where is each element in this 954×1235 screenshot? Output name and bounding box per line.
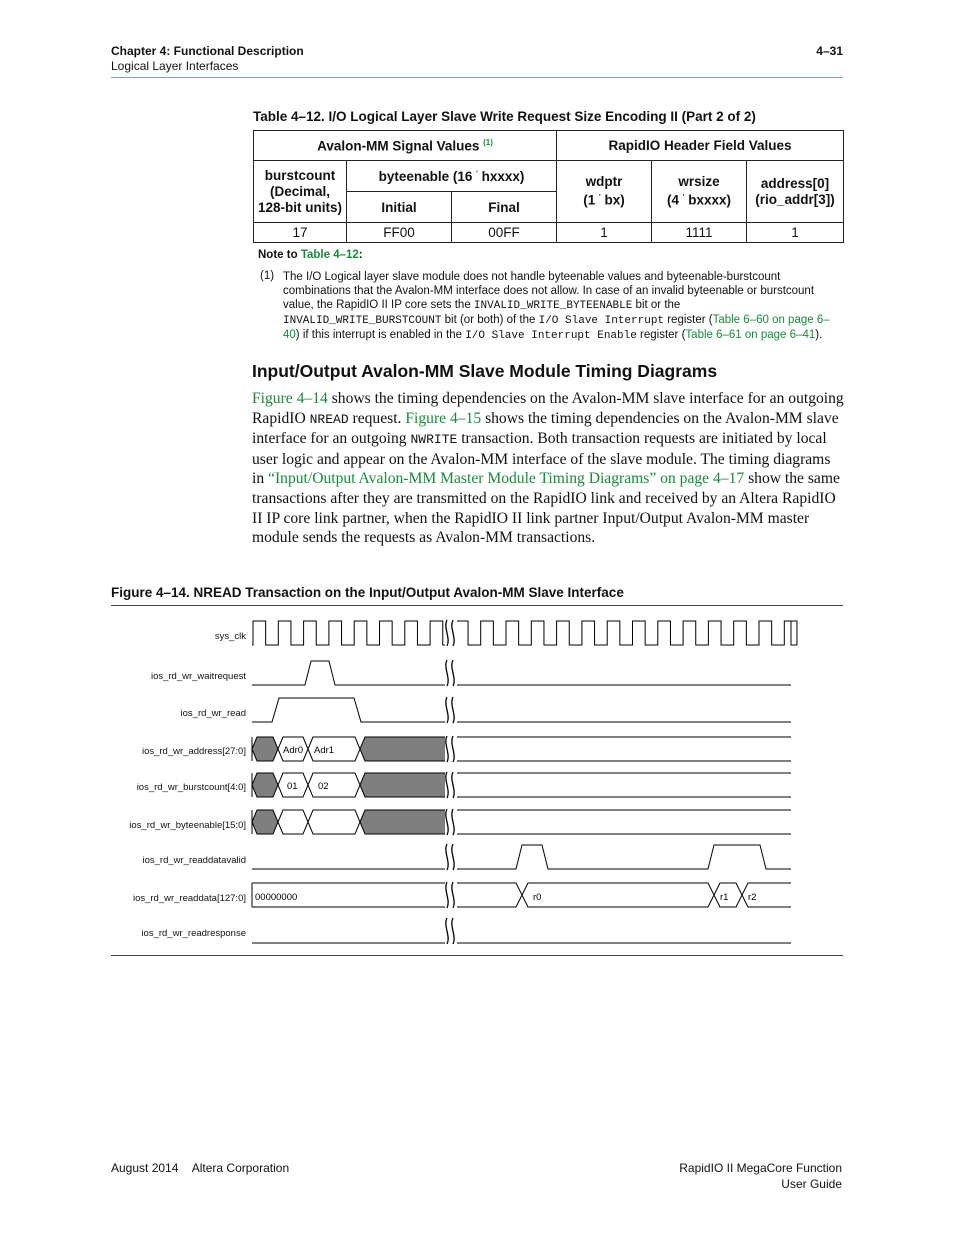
byteenable-bus-segment-0 (252, 810, 278, 834)
address-bus-segment-3 (360, 737, 450, 761)
link-figure-4-15[interactable]: Figure 4–15 (405, 409, 482, 427)
col-byteenable-b: hxxxx) (481, 168, 525, 184)
burstcount-value-02: 02 (318, 781, 329, 792)
readdata-value-r1: r1 (720, 892, 729, 903)
note-link-table-6-61[interactable]: Table 6–61 on page 6–41 (685, 329, 816, 341)
table-group-avalon-label: Avalon-MM Signal Values (317, 138, 480, 154)
note-text: bit or the (632, 299, 681, 311)
body-text: show the same transactions after they are transmitted on the RapidIO link and received by an Altera RapidIO II IP core link partner, when the RapidIO II link partner Input/Output Avalon-MM master module sends the requests as Avalon-MM transactions. (252, 470, 840, 547)
note-text: register ( (636, 329, 686, 341)
running-header-chapter: Chapter 4: Functional Description (111, 44, 304, 58)
col-burstcount-line2: (Decimal, (269, 183, 331, 199)
note-link-table-6-60[interactable]: Table 6–60 on page 6–40 (283, 314, 830, 341)
cell-initial: FF00 (347, 223, 452, 243)
signal-label-burstcount: ios_rd_wr_burstcount[4:0] (136, 782, 246, 793)
note-code: INVALID_WRITE_BURSTCOUNT (283, 315, 442, 327)
burstcount-bus-segment-3 (360, 773, 450, 797)
footer-subtitle: User Guide (781, 1177, 842, 1191)
waitrequest-wave (252, 661, 791, 685)
note-code: I/O Slave Interrupt (538, 315, 665, 327)
footer-right (600, 1160, 842, 1192)
body-text: transaction. Both transaction requests are initiated by local user logic and appear on the Avalon-MM interface of the slave module. The timing diagrams in (252, 430, 831, 488)
table-group-rapidio: RapidIO Header Field Values (557, 131, 844, 161)
readdata-value-init: 00000000 (255, 892, 298, 903)
tick-mark: ' (682, 194, 685, 202)
table-footnote-ref[interactable]: (1) (483, 137, 493, 147)
read-wave (252, 698, 791, 722)
byteenable-bus-segment-2 (308, 810, 360, 834)
note-text: The I/O Logical layer slave module does not handle byteenable values and byteenable-burstcount combinations that the Avalon-MM interface does not allow. In case of an invalid byteenable or burstcount value, the RapidIO II IP core sets the (283, 271, 815, 311)
table-caption: Table 4–12. I/O Logical Layer Slave Write Request Size Encoding II (Part 2 of 2) (253, 109, 756, 124)
burstcount-bus-segment-2 (308, 773, 360, 797)
tick-mark: ' (599, 194, 601, 202)
note-text: bit (or both) of the (441, 314, 539, 326)
note-title-link[interactable]: Table 4–12 (300, 249, 359, 261)
col-burstcount-line3: 128-bit units) (257, 199, 342, 215)
signal-label-readdata: ios_rd_wr_readdata[127:0] (132, 893, 246, 904)
col-byteenable-a: byteenable (16 (378, 168, 473, 184)
figure-bottom-rule (111, 955, 843, 956)
note-code: INVALID_WRITE_BYTEENABLE (473, 300, 633, 312)
note-title-suffix: : (358, 249, 363, 261)
signal-label-address: ios_rd_wr_address[27:0] (141, 746, 246, 757)
col-wrsize-a: wrsize (678, 174, 720, 190)
note-text: ) if this interrupt is enabled in the (295, 329, 466, 341)
note-text: register ( (664, 314, 713, 326)
readdata-value-r2: r2 (748, 892, 757, 903)
byteenable-bus-segment-3 (360, 810, 450, 834)
note-code: I/O Slave Interrupt Enable (465, 330, 637, 342)
address-bus-segment-0 (252, 737, 278, 761)
col-wrsize-b1: (4 (667, 192, 680, 208)
col-wdptr-b1: (1 (583, 192, 596, 208)
col-initial: Initial (347, 192, 452, 223)
col-address-a: address[0] (760, 175, 830, 191)
byteenable-bus-line (450, 810, 791, 834)
signal-label-read: ios_rd_wr_read (180, 708, 246, 719)
signal-label-sys-clk: sys_clk (214, 631, 246, 642)
sys-clk-wave (252, 621, 797, 645)
body-text: request. (348, 409, 406, 427)
col-wdptr-a: wdptr (585, 174, 623, 190)
signal-label-waitrequest: ios_rd_wr_waitrequest (150, 671, 246, 682)
col-wdptr-b2: bx) (604, 192, 625, 208)
note-text: ). (815, 329, 823, 341)
tick-mark: ' (476, 170, 478, 177)
readdata-bus-r0 (522, 883, 714, 907)
signal-label-readdatavalid: ios_rd_wr_readdatavalid (142, 855, 246, 866)
address-value-adr0: Adr0 (283, 745, 304, 756)
cell-final: 00FF (452, 223, 557, 243)
section-heading: Input/Output Avalon-MM Slave Module Timing Diagrams (252, 361, 718, 381)
signal-label-readresponse: ios_rd_wr_readresponse (141, 928, 246, 939)
signal-label-byteenable: ios_rd_wr_byteenable[15:0] (129, 820, 246, 831)
col-wrsize-b2: bxxxx) (688, 192, 731, 208)
address-value-adr1: Adr1 (314, 745, 335, 756)
running-header-section: Logical Layer Interfaces (111, 59, 239, 73)
burstcount-value-01: 01 (287, 781, 298, 792)
footer-left (111, 1160, 289, 1176)
footer-title: RapidIO II MegaCore Function (679, 1161, 842, 1175)
burstcount-bus-segment-0 (252, 773, 278, 797)
body-text: shows the timing dependencies on the Avalon-MM slave interface for an outgoing RapidIO (252, 390, 844, 427)
footer-company: Altera Corporation (191, 1161, 290, 1175)
body-code: NREAD (309, 411, 349, 427)
footer-date: August 2014 (111, 1161, 179, 1175)
burstcount-bus-line (450, 773, 791, 797)
readdata-bus-pre (455, 883, 522, 907)
note-number: (1) (260, 270, 275, 282)
readdata-value-r0: r0 (533, 892, 542, 903)
col-address-b: (rio_addr[3]) (755, 191, 835, 207)
cell-address: 1 (747, 223, 844, 243)
cell-wdptr: 1 (557, 223, 652, 243)
byteenable-bus-segment-1 (278, 810, 308, 834)
page-number: 4–31 (816, 44, 843, 58)
link-figure-4-14[interactable]: Figure 4–14 (252, 390, 328, 407)
body-code: NWRITE (410, 432, 458, 448)
col-final: Final (452, 192, 557, 223)
figure-caption: Figure 4–14. NREAD Transaction on the Input/Output Avalon-MM Slave Interface (111, 585, 624, 600)
link-master-timing-diagrams[interactable]: “Input/Output Avalon-MM Master Module Timing Diagrams” on page 4–17 (268, 470, 745, 488)
note-title-prefix: Note to (258, 249, 301, 261)
cell-burstcount: 17 (254, 223, 347, 243)
cell-wrsize: 1111 (652, 223, 747, 243)
body-text: shows the timing dependencies on the Avalon-MM slave interface for an outgoing (252, 409, 839, 448)
readdatavalid-wave (252, 845, 791, 869)
address-bus-line (450, 737, 791, 761)
col-burstcount-line1: burstcount (264, 167, 336, 183)
